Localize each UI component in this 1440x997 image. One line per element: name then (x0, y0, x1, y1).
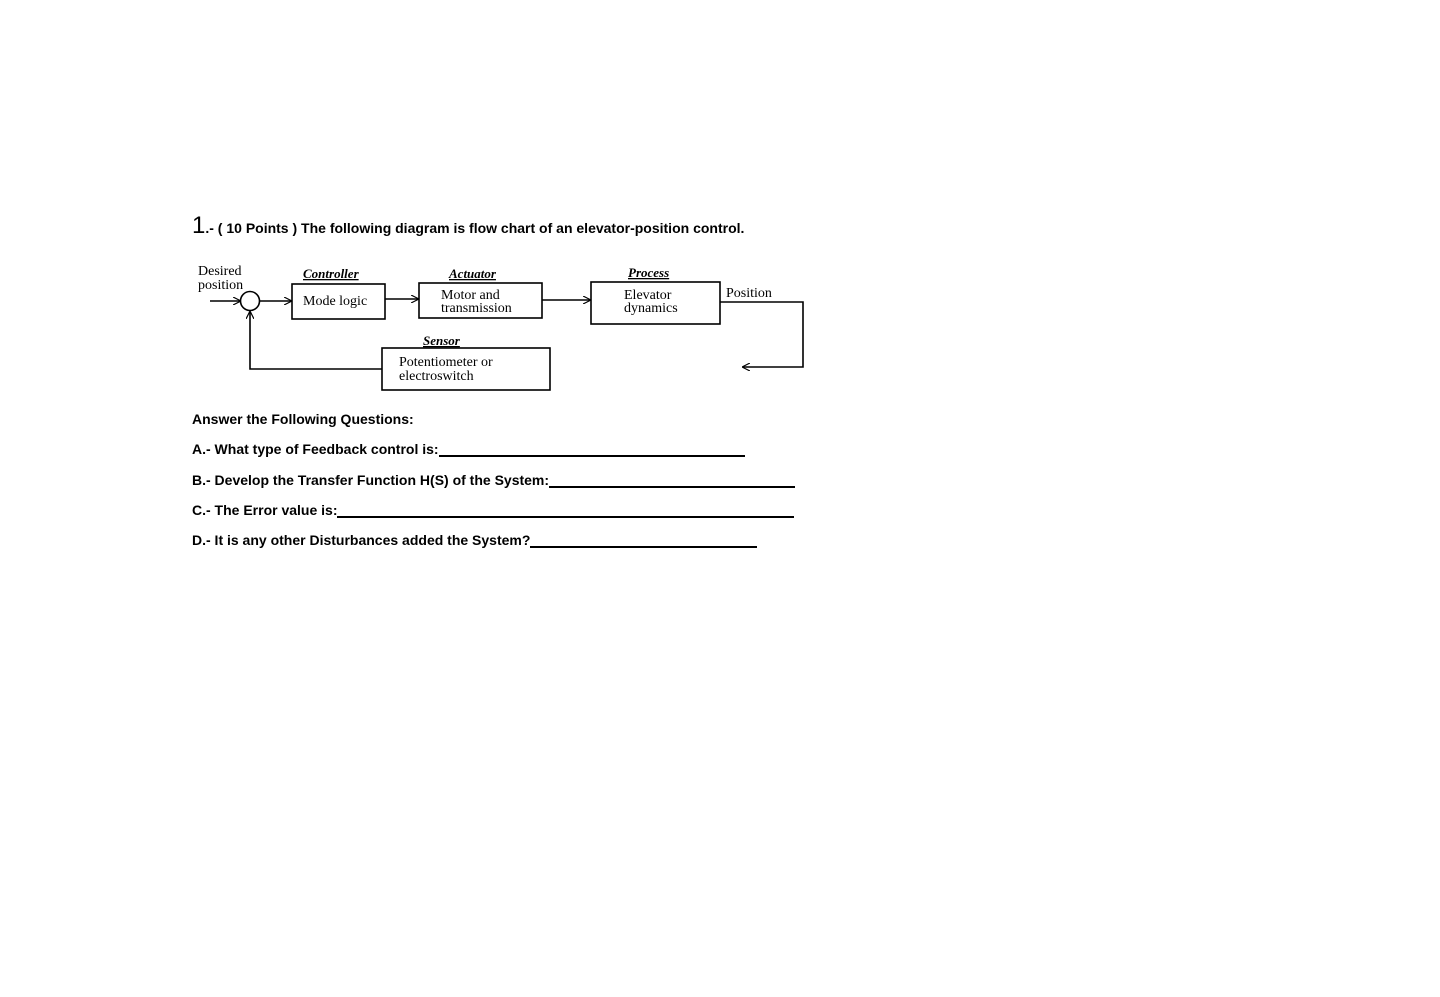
actuator-line1: Motor and (441, 288, 500, 303)
answer-b-blank[interactable] (549, 472, 795, 488)
process-line1: Elevator (624, 288, 672, 303)
actuator-line2: transmission (441, 301, 512, 316)
question-b (192, 472, 795, 488)
controller-title: Controller (303, 266, 359, 281)
question-title (192, 212, 744, 240)
process-line2: dynamics (624, 301, 678, 316)
block-diagram (190, 255, 820, 400)
process-title: Process (628, 265, 670, 280)
question-c-text: C.- The Error value is: (192, 502, 338, 518)
question-number: 1 (192, 212, 206, 239)
question-a (192, 441, 745, 457)
answers-heading: Answer the Following Questions: (192, 411, 414, 427)
sensor-line2: electroswitch (399, 369, 474, 384)
summing-junction (241, 292, 260, 311)
sensor-title: Sensor (423, 333, 460, 348)
question-b-text: B.- Develop the Transfer Function H(S) of the System: (192, 472, 550, 488)
output-label: Position (726, 286, 772, 301)
answer-d-blank[interactable] (530, 532, 757, 548)
input-label-line1: Desired (198, 264, 242, 279)
answer-c-blank[interactable] (337, 502, 794, 518)
feedback-line (250, 312, 382, 369)
output-feedback-line (720, 302, 803, 367)
answer-a-blank[interactable] (439, 441, 745, 457)
sensor-line1: Potentiometer or (399, 355, 493, 370)
actuator-title: Actuator (449, 266, 496, 281)
question-d-text: D.- It is any other Disturbances added the System? (192, 532, 531, 548)
question-heading: .- ( 10 Points ) The following diagram is flow chart of an elevator-position control. (205, 220, 745, 236)
input-label-line2: position (198, 278, 244, 293)
question-a-text: A.- What type of Feedback control is: (192, 441, 439, 457)
controller-text: Mode logic (303, 294, 368, 309)
question-d (192, 532, 757, 548)
question-c (192, 502, 794, 518)
